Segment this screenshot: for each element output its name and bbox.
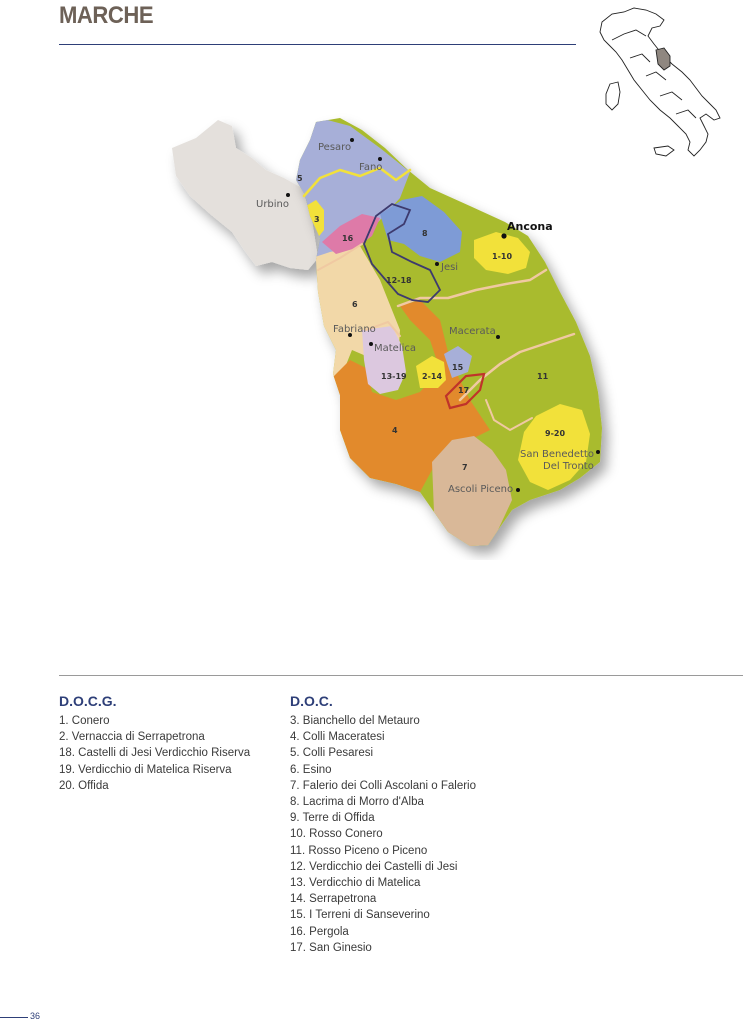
list-item: 12. Verdicchio dei Castelli di Jesi: [290, 860, 458, 873]
list-item: 17. San Ginesio: [290, 941, 372, 954]
zone-label-7: 7: [462, 463, 468, 472]
zone-label-5: 5: [297, 174, 303, 183]
city-label-macerata: Macerata: [449, 326, 496, 337]
marche-highlight: [656, 48, 670, 70]
zone-label-1-10: 1-10: [492, 252, 513, 261]
page-number: 36: [30, 1011, 41, 1021]
footer-rule: [0, 1017, 28, 1018]
city-dot-jesi: [435, 262, 439, 266]
page-title: MARCHE: [59, 2, 154, 29]
city-label-ascoli: Ascoli Piceno: [448, 484, 514, 495]
neighbour-territory: [172, 120, 318, 270]
legend-docg: [59, 693, 250, 794]
title-rule: [59, 44, 576, 45]
city-label-urbino: Urbino: [256, 199, 290, 210]
zone-label-6: 6: [352, 300, 358, 309]
city-dot-ascoli: [516, 488, 520, 492]
legend-docg-heading: D.O.C.G.: [59, 693, 117, 709]
list-item: 7. Falerio dei Colli Ascolani o Falerio: [290, 779, 477, 792]
city-label-fabriano: Fabriano: [333, 324, 376, 335]
list-item: 2. Vernaccia di Serrapetrona: [59, 731, 205, 744]
legend-doc: [290, 693, 476, 956]
list-item: 14. Serrapetrona: [290, 893, 377, 906]
list-item: 6. Esino: [290, 763, 332, 776]
list-item: 16. Pergola: [290, 925, 349, 938]
city-label-jesi: Jesi: [441, 262, 459, 273]
city-label-san-benedetto-2: Del Tronto: [543, 461, 594, 472]
list-item: 20. Offida: [59, 779, 109, 792]
city-dot-ancona: [501, 233, 506, 238]
legend-docg-list: [59, 713, 250, 794]
legend-rule: [59, 675, 743, 676]
zone-label-16: 16: [342, 234, 354, 243]
list-item: 18. Castelli di Jesi Verdicchio Riserva: [59, 747, 251, 760]
zone-label-4: 4: [392, 426, 398, 435]
zone-label-15: 15: [452, 363, 464, 372]
list-item: 11. Rosso Piceno o Piceno: [290, 844, 428, 857]
list-item: 8. Lacrima di Morro d'Alba: [290, 796, 424, 809]
list-item: 1. Conero: [59, 715, 110, 727]
list-item: 9. Terre di Offida: [290, 812, 375, 825]
zone-label-12-18: 12-18: [386, 276, 412, 285]
legend-doc-list: [290, 713, 476, 956]
legend-doc-heading: D.O.C.: [290, 693, 333, 709]
city-label-san-benedetto-1: San Benedetto: [520, 449, 594, 460]
zone-label-2-14: 2-14: [422, 372, 443, 381]
city-dot-fano: [378, 157, 382, 161]
zone-label-9-20: 9-20: [545, 429, 566, 438]
city-dot-san-benedetto: [596, 450, 600, 454]
city-label-pesaro: Pesaro: [318, 142, 352, 153]
list-item: 13. Verdicchio di Matelica: [290, 877, 421, 890]
list-item: 4. Colli Maceratesi: [290, 731, 385, 744]
city-label-fano: Fano: [359, 162, 383, 173]
zone-label-8: 8: [422, 229, 428, 238]
zone-label-3: 3: [314, 215, 320, 224]
city-label-matelica: Matelica: [374, 343, 417, 354]
city-label-ancona: Ancona: [507, 220, 553, 233]
list-item: 5. Colli Pesaresi: [290, 747, 374, 760]
zone-label-13-19: 13-19: [381, 372, 407, 381]
zone-label-11: 11: [537, 372, 549, 381]
list-item: 10. Rosso Conero: [290, 828, 383, 841]
marche-wine-map: [160, 110, 620, 560]
list-item: 19. Verdicchio di Matelica Riserva: [59, 763, 232, 776]
zone-label-17: 17: [458, 386, 470, 395]
city-dot-urbino: [286, 193, 290, 197]
city-dot-matelica: [369, 342, 373, 346]
list-item: 3. Bianchello del Metauro: [290, 715, 420, 727]
city-dot-macerata: [496, 335, 500, 339]
list-item: 15. I Terreni di Sanseverino: [290, 909, 430, 922]
